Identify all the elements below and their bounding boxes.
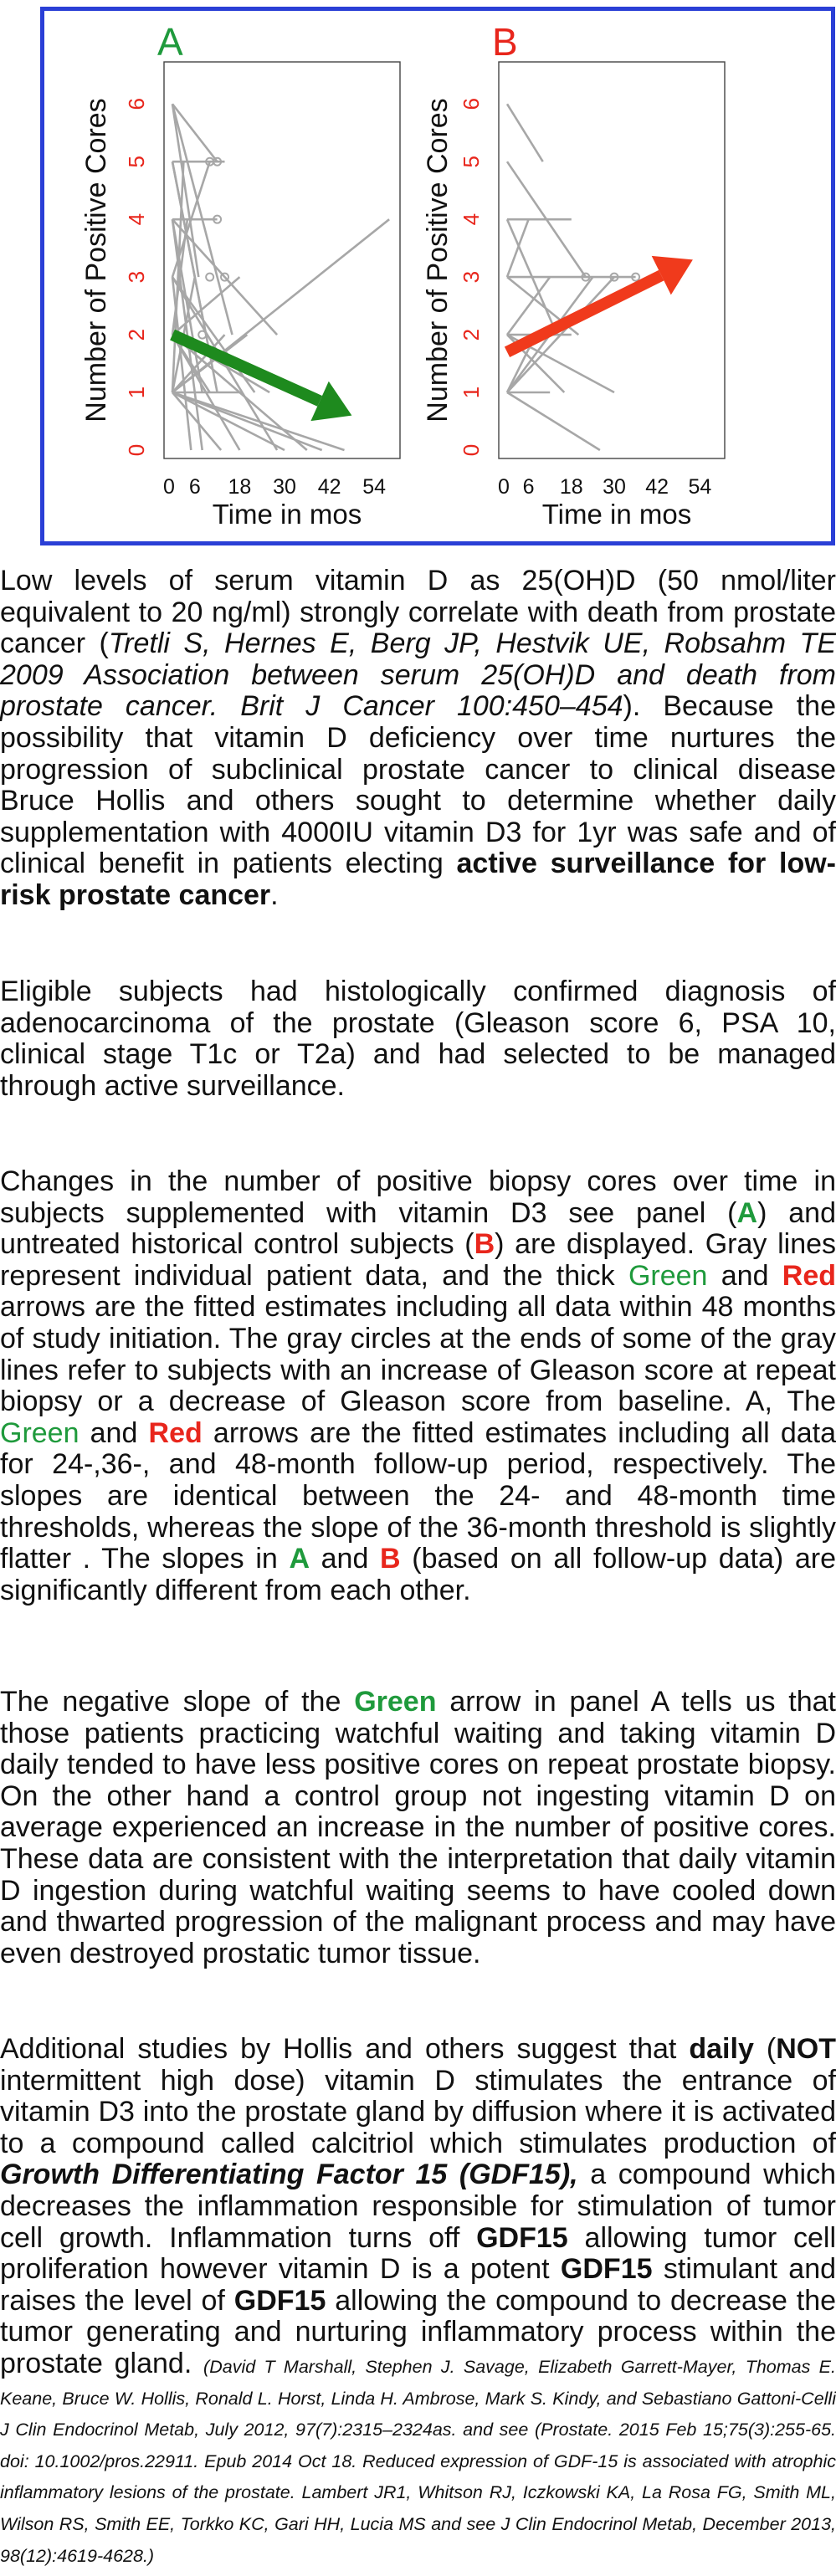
- panel-a-ref: A: [736, 1196, 758, 1229]
- panel-a-ylabel: Number of Positive Cores: [80, 98, 112, 423]
- changes-text-g: arrows are the fitted estimates including all data for 24-,36-, and 48-month follow-up period, respectively. The slopes are identical between the 24- and 48-month time thresholds, whereas the slope of the 36-month threshold is slightly flatter . The slopes in: [0, 1416, 836, 1575]
- panel-a-xtick-42: 42: [317, 475, 341, 499]
- panel-b-ytick-2: 2: [459, 328, 484, 341]
- panel-b-xtick-6: 6: [522, 475, 535, 499]
- gdf15-word-1: GDF15: [476, 2221, 568, 2254]
- panel-a-label: A: [157, 20, 183, 64]
- panel-a-ytick-4: 4: [124, 213, 149, 226]
- panel-b-xtick-42: 42: [645, 475, 669, 499]
- panel-a-xlabel: Time in mos: [212, 499, 362, 530]
- changes-text-b: ) and untreated historical control subjects (: [0, 1196, 836, 1261]
- panel-b-ref-2: B: [380, 1543, 401, 1575]
- not-word: NOT: [776, 2033, 836, 2065]
- panel-b-patient-line-9: [507, 392, 600, 450]
- figure: [40, 7, 836, 547]
- panel-a-gleason-circle-5: [206, 274, 213, 281]
- gdf-text-d: a compound which decreases the inflammation responsible for stimulation of tumor cell growth. Inflammation turns off: [0, 2159, 836, 2254]
- gdf15-word-3: GDF15: [233, 2284, 326, 2317]
- changes-text-c: ) are displayed. Gray lines represent individual patient data, and the thick: [0, 1228, 836, 1292]
- panel-a-xtick-6: 6: [188, 475, 201, 499]
- intro-text-rest: ). Because the possibility that vitamin D deficiency over time nurtures the progression of subclinical prostate cancer to clinical disease Bruce Hollis and others sought to determine whether daily supplementation with 4000IU vitamin D3 for 1yr was safe and of clinical benefit in patients electing: [0, 690, 836, 880]
- panel-a-patient-line-20: [172, 219, 277, 335]
- panel-b-xtick-54: 54: [688, 475, 712, 499]
- panel-b-ytick-3: 3: [459, 270, 484, 284]
- panel-a-ref-2: A: [289, 1543, 310, 1575]
- panel-a-ytick-6: 6: [124, 98, 149, 110]
- paragraph-gdf15: [0, 2034, 836, 2568]
- panel-b-ytick-6: 6: [459, 98, 484, 110]
- intro-text: Low levels of serum vitamin D as 25(OH)D (50 nmol/liter equivalent to 20 ng/ml) strongly correlate with death from prostate cancer (: [0, 565, 836, 660]
- gdf-text-e: allowing tumor cell proliferation however vitamin D is a potent: [0, 2221, 836, 2286]
- gdf-text-a: Additional studies by Hollis and others suggest that: [0, 2033, 690, 2065]
- eligibility-text: Eligible subjects had histologically confirmed diagnosis of adenocarcinoma of the prostate (Gleason score 6, PSA 10, clinical stage T1c or T2a) and had selected to be managed through active surveillance.: [0, 976, 836, 1102]
- panel-b-xtick-0: 0: [498, 475, 510, 499]
- panel-a-ytick-0: 0: [124, 443, 149, 457]
- panel-a-xtick-54: 54: [362, 475, 387, 499]
- gdf-text-b: (: [753, 2033, 777, 2065]
- panel-b-xtick-30: 30: [603, 475, 626, 499]
- panel-a-xtick-0: 0: [163, 475, 175, 499]
- changes-text-i: (based on all follow-up data) are significantly different from each other.: [0, 1543, 836, 1606]
- intro-end: .: [270, 878, 279, 911]
- paragraph-changes: [0, 1166, 836, 1606]
- gdf15-term: Growth Differentiating Factor 15 (GDF15),: [0, 2159, 578, 2191]
- paragraph-eligibility: [0, 976, 836, 1102]
- changes-text-d: and: [707, 1259, 782, 1292]
- panel-a-ytick-3: 3: [124, 270, 149, 284]
- paragraph-intro: [0, 566, 836, 912]
- panel-b-ylabel: Number of Positive Cores: [422, 98, 454, 423]
- gdf-text-f: stimulant and raises the level of: [0, 2253, 836, 2317]
- intro-bold: active surveillance for low-risk prostate cancer: [0, 848, 836, 911]
- daily-word: daily: [689, 2033, 754, 2065]
- chart-svg: [40, 7, 836, 547]
- panel-b-xlabel: Time in mos: [541, 499, 692, 530]
- panel-b-label: B: [492, 20, 518, 64]
- red-word: Red: [782, 1259, 836, 1292]
- gdf-text-c: intermittent high dose) vitamin D stimulates the entrance of vitamin D3 into the prostate gland by diffusion where it is activated to a compound called calcitriol which stimulates production of: [0, 2064, 836, 2159]
- changes-text-h: and: [310, 1543, 381, 1575]
- green-word-3: Green: [354, 1686, 437, 1718]
- intro-citation: Tretli S, Hernes E, Berg JP, Hestvik UE, Robsahm TE 2009 Association between serum 25(OH)D and death from prostate cancer. Brit J Cancer 100:450–454: [0, 627, 836, 723]
- panel-a-ytick-2: 2: [124, 328, 149, 341]
- panel-b-ytick-0: 0: [459, 443, 484, 457]
- panel-b-patient-line-0: [507, 104, 543, 161]
- panel-a-ytick-1: 1: [124, 386, 149, 399]
- changes-text-f: and: [79, 1416, 149, 1449]
- panel-a-plot-frame: [164, 62, 400, 458]
- panel-a-xtick-30: 30: [273, 475, 296, 499]
- gdf-reference: (David T Marshall, Stephen J. Savage, Elizabeth Garrett-Mayer, Thomas E. Keane, Bruce W. Hollis, Ronald L. Horst, Linda H. Ambrose, Mark S. Kindy, and Sebastiano Gattoni-Celli J Clin Endocrinol Metab, July 2012, 97(7):2315–2324as. and see (Prostate. 2015 Feb 15;75(3):255-65. doi: 10.1002/pros.22911. Epub 2014 Oct 18. Reduced expression of GDF-15 is associated with atrophic inflammatory lesions of the prostate. Lambert JR1, Whitson RJ, Iczkowski KA, La Rosa FG, Smith ML, Wilson RS, Smith EE, Torkko KC, Gari HH, Lucia MS and see J Clin Endocrinol Metab, December 2013, 98(12):4619-4628.): [0, 2356, 836, 2566]
- red-word-2: Red: [148, 1416, 203, 1449]
- changes-text-a: Changes in the number of positive biopsy cores over time in subjects supplemented with vitamin D3 see panel (: [0, 1165, 836, 1229]
- panel-b-ytick-1: 1: [459, 386, 484, 399]
- green-word: Green: [628, 1259, 708, 1292]
- panel-a-xtick-18: 18: [228, 475, 252, 499]
- panel-b-ref: B: [474, 1228, 495, 1261]
- paragraph-interpretation: [0, 1687, 836, 1969]
- interp-text-b: arrow in panel A tells us that those patients practicing watchful waiting and taking vitamin D daily tended to have less positive cores on repeat prostate biopsy. On the other hand a control group not ingesting vitamin D on average experienced an increase in the number of positive cores. These data are consistent with the interpretation that daily vitamin D ingestion during watchful waiting seems to have cooled down and thwarted progression of the malignant process and may have even destroyed prostatic tumor tissue.: [0, 1686, 836, 1969]
- panel-b-ytick-4: 4: [459, 213, 484, 226]
- gdf-text-g: allowing the compound to decrease the tumor generating and nurturing inflammatory process within the prostate gland.: [0, 2284, 836, 2379]
- interp-text-a: The negative slope of the: [0, 1686, 355, 1718]
- gdf15-word-2: GDF15: [560, 2253, 653, 2286]
- panel-b-xtick-18: 18: [559, 475, 583, 499]
- panel-a-ytick-5: 5: [124, 155, 149, 168]
- green-word-2: Green: [0, 1416, 79, 1449]
- changes-text-e: arrows are the fitted estimates including all data within 48 months of study initiation. The gray circles at the ends of some of the gray lines refer to subjects with an increase of Gleason score at repeat biopsy or a decrease of Gleason score from baseline. A, The: [0, 1291, 836, 1418]
- panel-b-ytick-5: 5: [459, 155, 484, 168]
